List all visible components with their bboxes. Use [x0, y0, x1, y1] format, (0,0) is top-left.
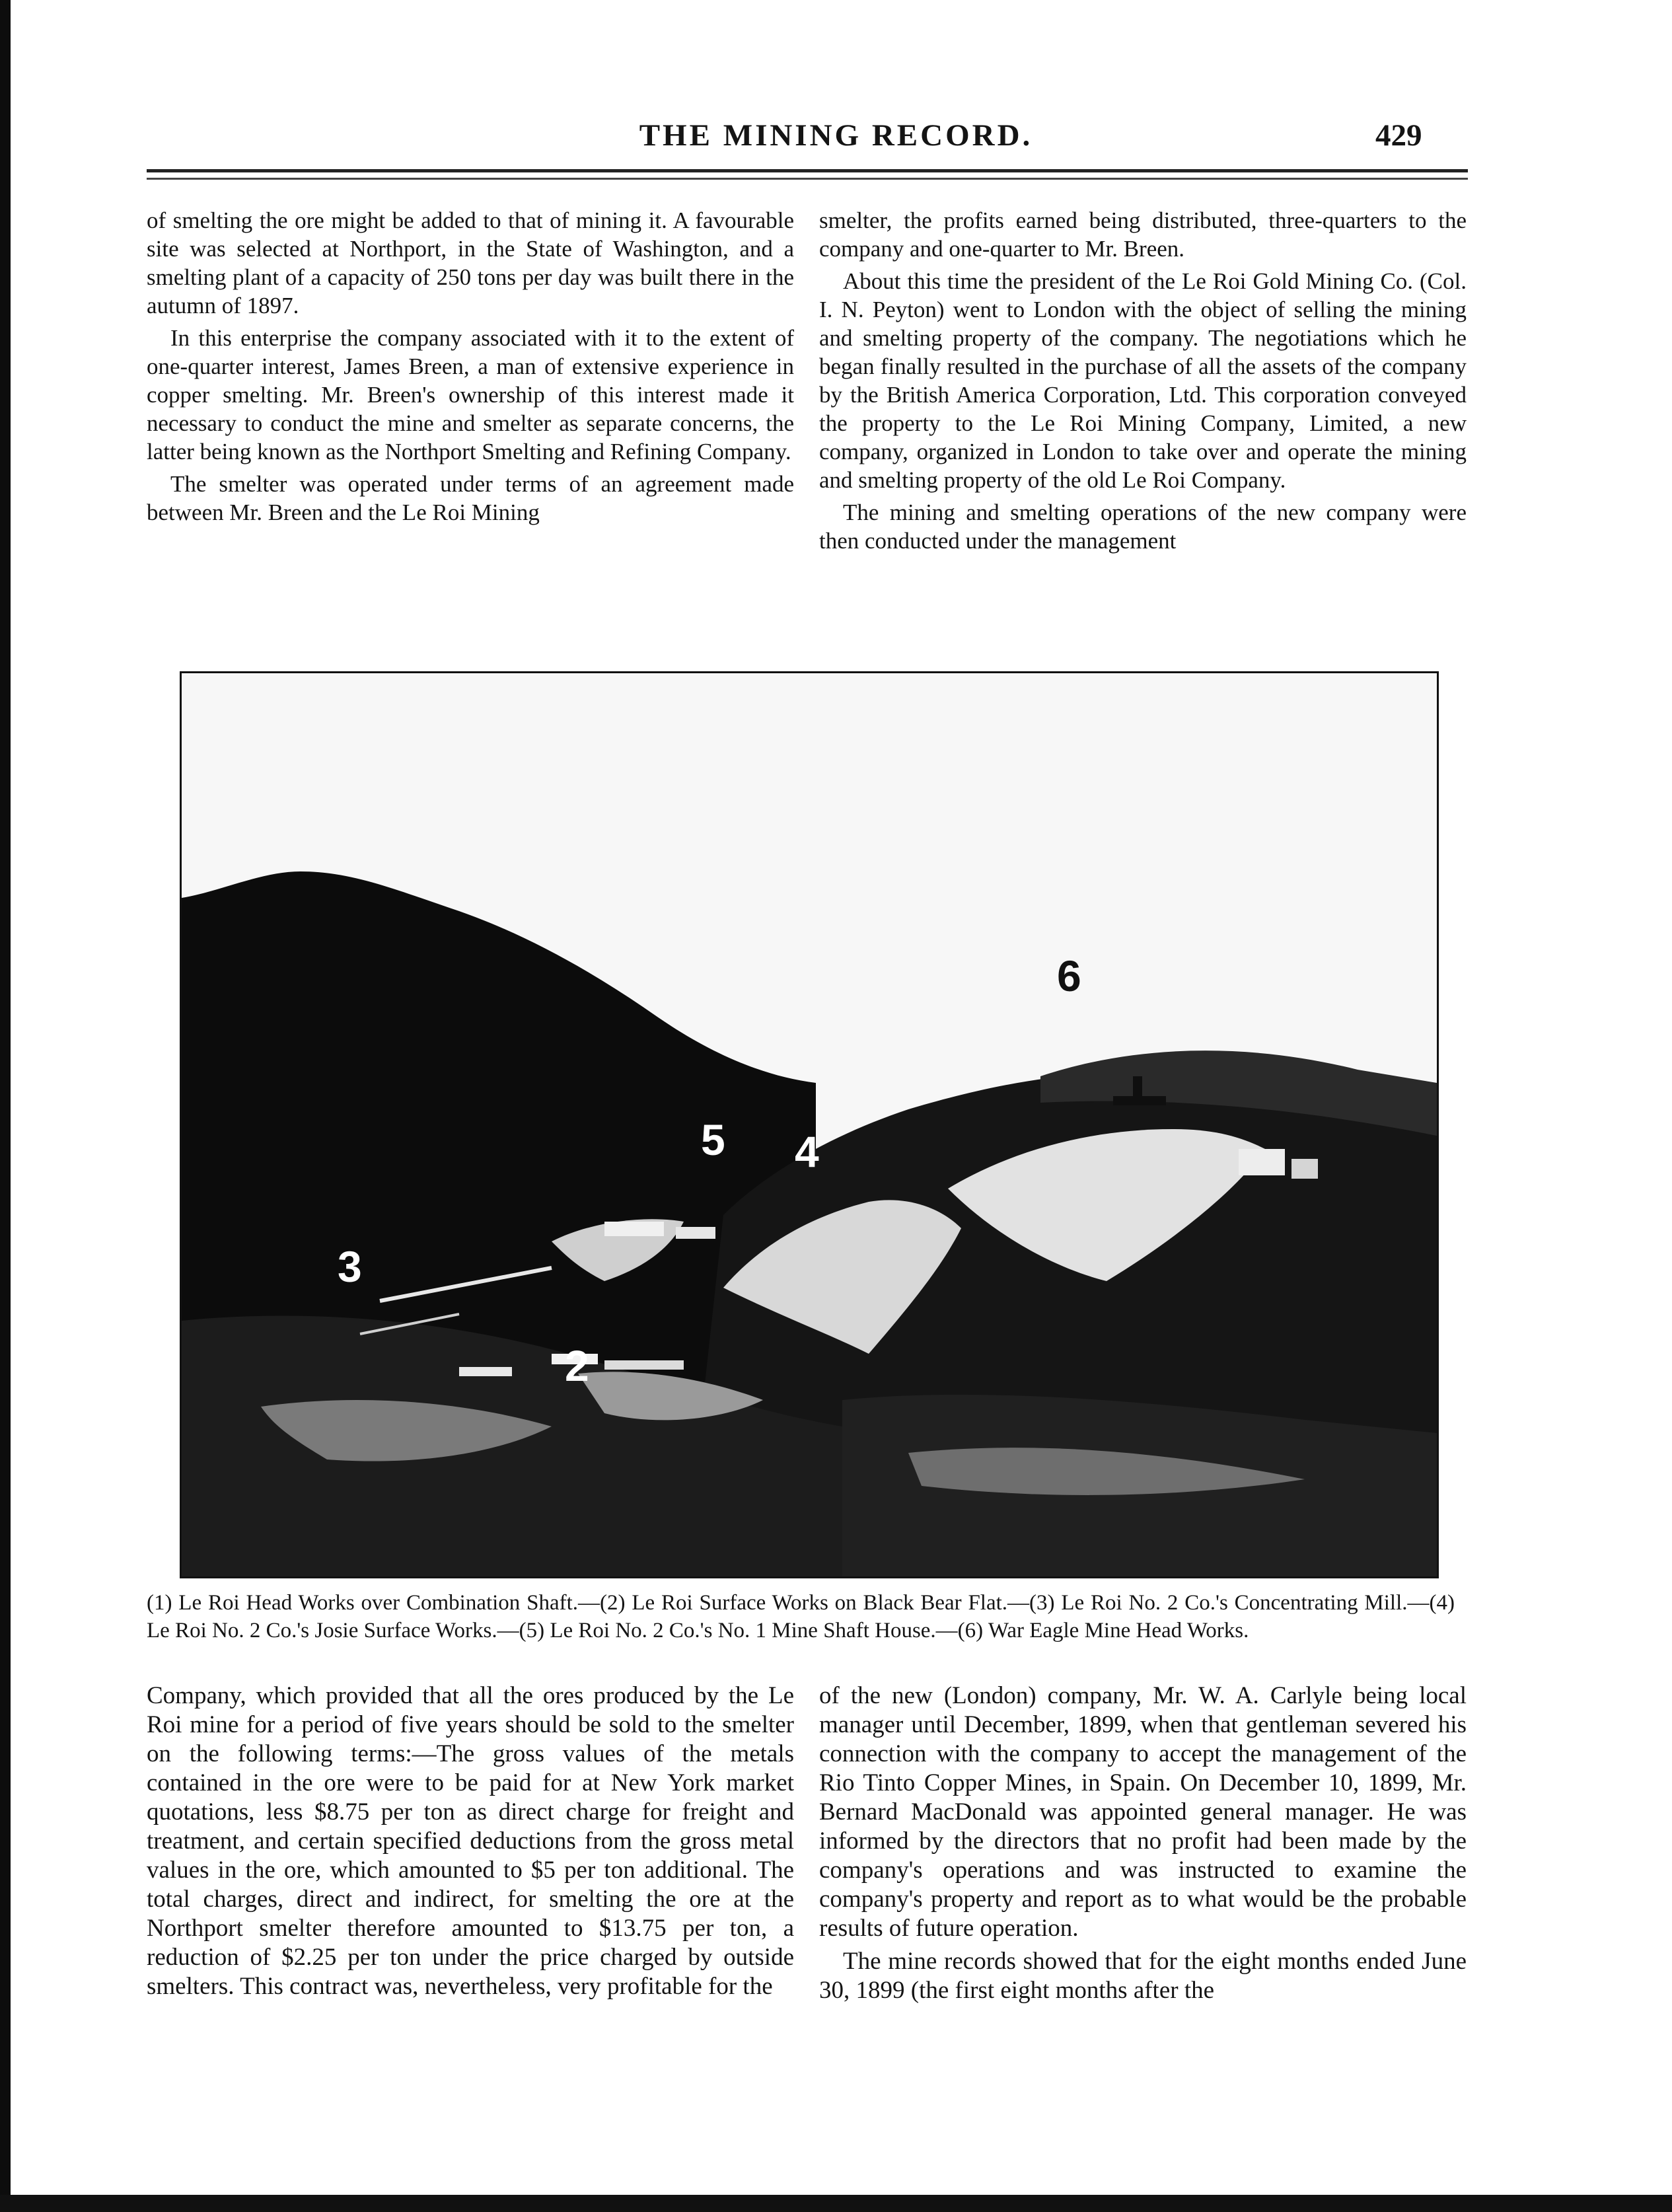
photo-marker-4: 4 — [795, 1127, 819, 1176]
paragraph: About this time the president of the Le Roi Gold Mining Co. (Col. I. N. Peyton) went to London with the object of selling the mining and smelting property of the company. The negotiations which he began finally resulted in the purchase of all the assets of the company by the British America Corporation, Ltd. This corporation conveyed the property to the Le Roi Mining Company, Limited, a new company, organized in London to take over and operate the mining and smelting property of the old Le Roi Company. — [819, 268, 1467, 493]
running-title: THE MINING RECORD. — [639, 118, 1033, 153]
paragraph: The smelter was operated under terms of an agreement made between Mr. Breen and the Le Roi Mining — [147, 471, 794, 525]
paragraph: In this enterprise the company associated with it to the extent of one-quarter interest, James Breen, a man of extensive experience in copper smelting. Mr. Breen's ownership of this interest made it necessary to conduct the mine and smelter as separate concerns, the latter being known as the Northport Smelting and Refining Company. — [147, 325, 794, 464]
top-right-column — [819, 206, 1467, 555]
paragraph: The mining and smelting operations of the new company were then conducted under the management — [819, 499, 1467, 554]
top-left-column — [147, 206, 794, 527]
photo-marker-6: 6 — [1057, 951, 1081, 1000]
paragraph: smelter, the profits earned being distributed, three-quarters to the company and one-quarter to Mr. Breen. — [819, 207, 1467, 262]
paragraph: of the new (London) company, Mr. W. A. Carlyle being local manager until December, 1899, when that gentleman severed his connection with the company to accept the management of the Rio Tinto Copper Mines, in Spain. On December 10, 1899, Mr. Bernard MacDonald was appointed general manager. He was informed by the directors that no profit had been made by the company's operations and was instructed to examine the company's property and report as to what would be the probable results of future operation. — [819, 1682, 1467, 1942]
paragraph: The mine records showed that for the eight months ended June 30, 1899 (the first eight months after the — [819, 1948, 1467, 2004]
paragraph: Company, which provided that all the ores produced by the Le Roi mine for a period of five years should be sold to the smelter on the following terms:—The gross values of the metals contained in the ore were to be paid for at New York market quotations, less $8.75 per ton as direct charge for freight and treatment, and certain specified deductions from the gross metal values in the ore, which amounted to $5 per ton additional. The total charges, direct and indirect, for smelting the ore at the Northport smelter therefore amounted to $13.75 per ton, a reduction of $2.25 per ton under the price charged by outside smelters. This contract was, nevertheless, very profitable for the — [147, 1682, 794, 2000]
header-rule — [147, 169, 1468, 172]
page-number: 429 — [1375, 118, 1422, 153]
header-rule-thin — [147, 178, 1468, 180]
page-binding-edge — [0, 0, 11, 2212]
bottom-left-column — [147, 1681, 794, 2001]
photo-marker-2: 2 — [565, 1341, 589, 1390]
photo-caption: (1) Le Roi Head Works over Combination Shaft.—(2) Le Roi Surface Works on Black Bear Flat.—(3) Le Roi No. 2 Co.'s Concentrating Mill.—(4) Le Roi No. 2 Co.'s Josie Surface Works.—(5) Le Roi No. 2 Co.'s No. 1 Mine Shaft House.—(6) War Eagle Mine Head Works. — [147, 1591, 1455, 1642]
paragraph: of smelting the ore might be added to that of mining it. A favourable site was selected at Northport, in the State of Washington, and a smelting plant of a capacity of 250 tons per day was built there in the autumn of 1897. — [147, 207, 794, 318]
photo-marker-3: 3 — [338, 1242, 362, 1291]
bottom-right-column — [819, 1681, 1467, 2005]
page-bottom-edge — [0, 2195, 1672, 2212]
mine-landscape-photograph — [180, 671, 1439, 1578]
photo-marker-5: 5 — [701, 1115, 725, 1164]
